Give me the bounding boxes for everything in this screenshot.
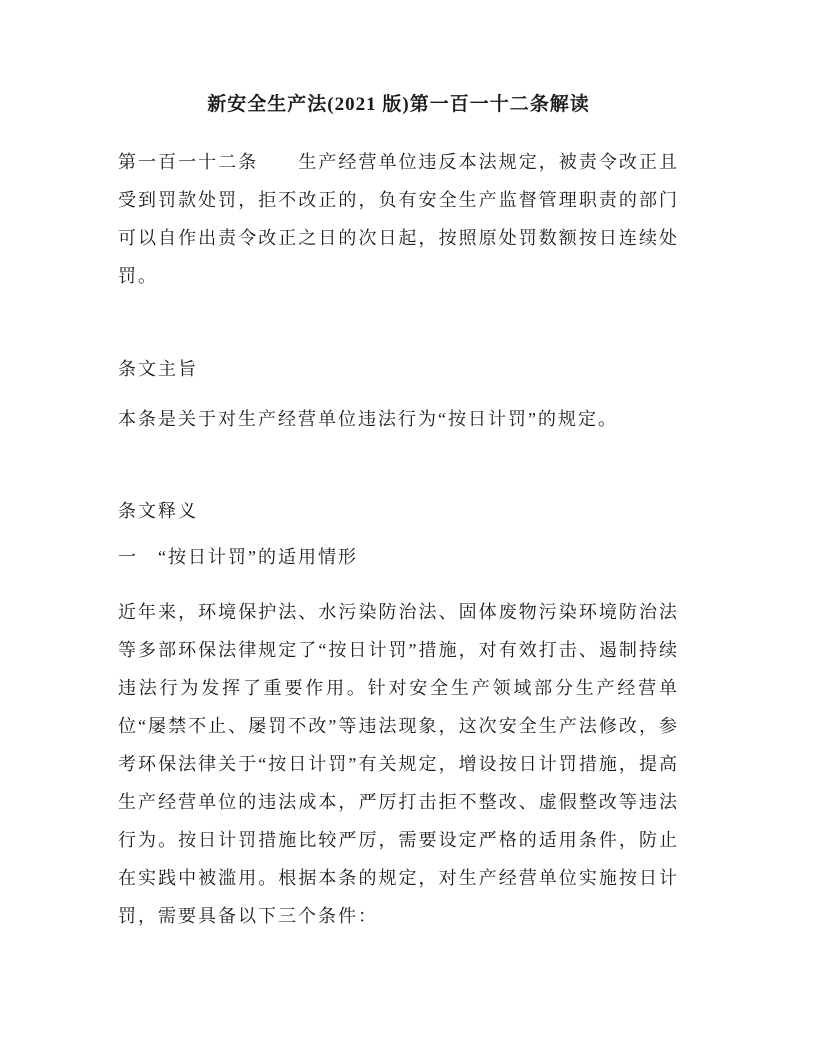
document-title: 新安全生产法(2021 版)第一百一十二条解读 [207,94,590,115]
interpretation-section-text: 近年来，环境保护法、水污染防治法、固体废物污染环境防治法等多部环保法律规定了“按日计罚”措施，对有效打击、遏制持续违法行为发挥了重要作用。针对安全生产领域部分生产经营单位“屡禁不止、屡罚不改”等违法现象，这次安全生产法修改，参考环保法律关于“按日计罚”有关规定，增设按日计罚措施，提高生产经营单位的违法成本，严厉打击拒不整改、虚假整改等违法行为。按日计罚措施比较严厉，需要设定严格的适用条件，防止在实践中被滥用。根据本条的规定，对生产经营单位实施按日计罚，需要具备以下三个条件： [118,602,679,926]
purpose-section-text: 本条是关于对生产经营单位违法行为“按日计罚”的规定。 [118,409,618,429]
interpretation-section-heading: 条文释义 [118,501,198,521]
article-112-text: 第一百一十二条 生产经营单位违反本法规定，被责令改正且受到罚款处罚，拒不改正的，负有安全生产监督管理职责的部门可以自作出责令改正之日的次日起，按照原处罚数额按日连续处罚。 [118,152,679,286]
purpose-section-heading: 条文主旨 [118,359,198,379]
subsection-one-heading: 一 “按日计罚”的适用情形 [118,547,358,567]
